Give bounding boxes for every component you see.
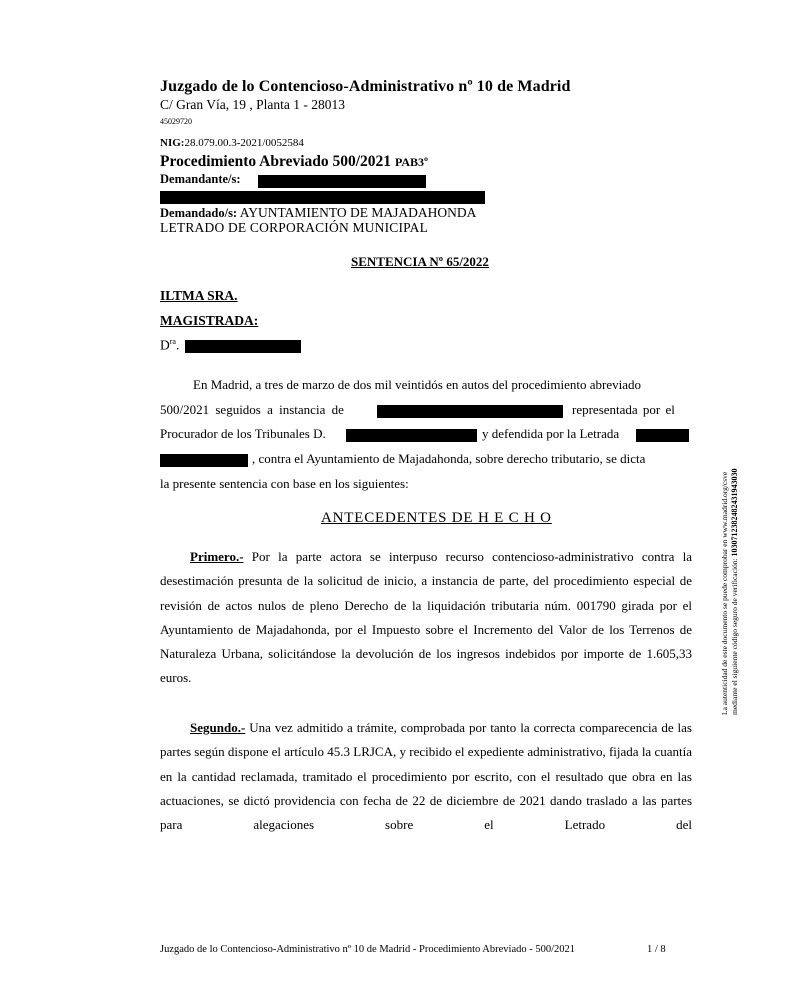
procedure-suffix: PAB3º (394, 155, 429, 169)
sentencia-title: SENTENCIA Nº 65/2022 (351, 254, 489, 269)
iltma-label: ILTMA SRA. (160, 288, 238, 303)
demandante-label: Demandante/s: (160, 172, 241, 186)
dra-prefix: D (160, 337, 170, 353)
nig-line (160, 137, 304, 149)
court-address: C/ Gran Vía, 19 , Planta 1 - 28013 (160, 97, 345, 112)
redaction-procurador (346, 429, 477, 442)
redaction-demandante-intro (377, 405, 563, 418)
primero-text: Por la parte actora se interpuso recurso contencioso-administrativo contra la desestimación presunta de la solicitud de inicio, a instancia de parte, del procedimiento especial de revisión de actos nulos de pleno Derecho de la liquidación tributaria núm. 001790 girada por el Ayuntamiento de Majadahonda, por el Impuesto sobre el Incremento del Valor de los Terrenos de Naturaleza Urbana, solicitándose la devolución de los ingresos indebidos por importe de 1.605,33 euros. (160, 549, 692, 686)
primero-paragraph (160, 545, 692, 691)
magistrada-label: MAGISTRADA: (160, 313, 259, 328)
court-title: Juzgado de lo Contencioso-Administrativo nº 10 de Madrid (160, 78, 571, 95)
demandado-label: Demandado/s: (160, 206, 238, 220)
procedure-title (160, 153, 428, 171)
verification-line-1: La autenticidad de este documento se puede comprobar en www.madrid.org/csve (720, 471, 729, 715)
intro-line-3a: Procurador de los Tribunales D. (160, 426, 326, 441)
antecedentes-heading: ANTECEDENTES DE H E C H O (321, 510, 552, 526)
verification-note (720, 469, 740, 716)
primero-label: Primero.- (190, 549, 244, 564)
demandado-value: AYUNTAMIENTO DE MAJADAHONDA (239, 205, 477, 220)
redaction-demandante-line2 (160, 191, 485, 204)
verification-line-2 (730, 469, 740, 716)
intro-line-1: En Madrid, a tres de marzo de dos mil veintidós en autos del procedimiento abreviado (193, 377, 642, 392)
redaction-letrada-2 (160, 454, 248, 467)
intro-line-5: la presente sentencia con base en los siguientes: (160, 476, 409, 491)
nig-value: 28.079.00.3-2021/0052584 (184, 137, 304, 149)
intro-line-4: , contra el Ayuntamiento de Majadahonda, sobre derecho tributario, se dicta (252, 451, 646, 466)
redaction-demandante (258, 175, 426, 188)
intro-line-3b: y defendida por la Letrada (482, 426, 620, 441)
segundo-label: Segundo.- (190, 720, 246, 735)
intro-line-2b: representada por el (572, 402, 675, 417)
nig-label: NIG: (160, 137, 185, 149)
verification-line-2-text: mediante el siguiente código seguro de verificación: (730, 558, 739, 715)
dra-label (160, 337, 179, 354)
demandado-line (160, 205, 476, 221)
court-code: 45029720 (160, 117, 192, 126)
procedure-name: Procedimiento Abreviado 500/2021 (160, 153, 392, 170)
letrado-line: LETRADO DE CORPORACIÓN MUNICIPAL (160, 220, 429, 235)
page-number: 1 / 8 (647, 944, 666, 955)
footer-text: Juzgado de lo Contencioso-Administrativo nº 10 de Madrid - Procedimiento Abreviado - 500/2021 (160, 944, 576, 955)
segundo-paragraph (160, 716, 692, 837)
dra-suffix: . (175, 337, 180, 353)
redaction-magistrada (185, 340, 301, 353)
dra-sup: ra (169, 337, 176, 346)
redaction-letrada-1 (636, 429, 689, 442)
verification-code: 1030712382482431943030 (730, 468, 739, 557)
segundo-text: Una vez admitido a trámite, comprobada por tanto la correcta comparecencia de las partes según dispone el artículo 45.3 LRJCA, y recibido el expediente administrativo, fijada la cuantía en la cantidad reclamada, tramitado el procedimiento por escrito, con el resultado que obra en las actuaciones, se dictó providencia con fecha de 22 de diciembre de 2021 dando traslado a las partes para alegaciones sobre el Letrado del (160, 720, 692, 833)
intro-line-2a: 500/2021 seguidos a instancia de (160, 402, 344, 417)
